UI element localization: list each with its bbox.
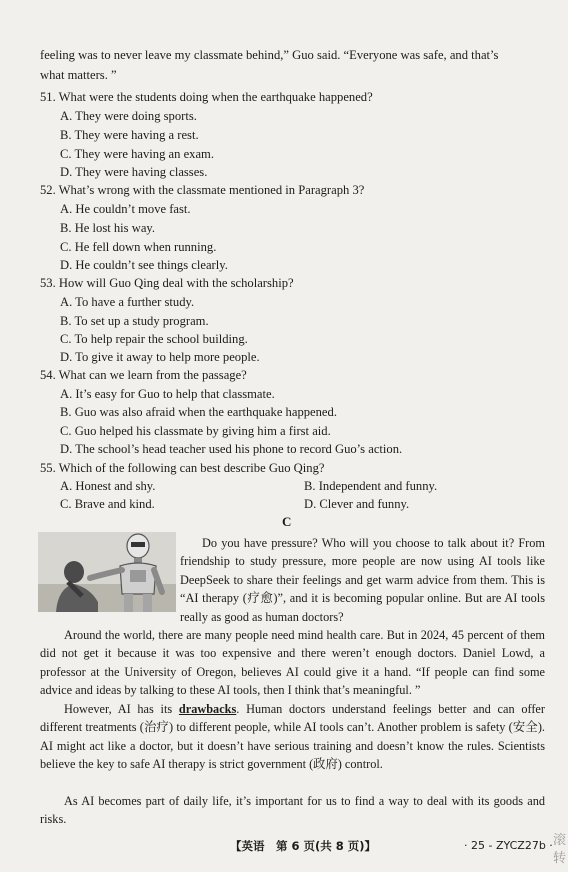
question-52-option-b: B. He lost his way. xyxy=(60,221,156,235)
question-55-stem: 55. Which of the following can best describe Guo Qing? xyxy=(40,461,325,475)
question-52-option-c: C. He fell down when running. xyxy=(60,240,217,254)
question-52-option-d: D. He couldn’t see things clearly. xyxy=(60,258,228,272)
question-53-option-b: B. To set up a study program. xyxy=(60,314,209,328)
question-55-option-d: D. Clever and funny. xyxy=(304,497,410,511)
question-54-option-c: C. Guo helped his classmate by giving him a first aid. xyxy=(60,424,331,438)
robot-comforting-person-illustration xyxy=(38,532,176,612)
page-number-label: 【英语 第 6 页(共 8 页)】 xyxy=(230,839,377,853)
question-53-option-a: A. To have a further study. xyxy=(60,295,195,309)
question-51-option-c: C. They were having an exam. xyxy=(60,147,214,161)
question-51-option-b: B. They were having a rest. xyxy=(60,128,199,142)
question-55-option-c: C. Brave and kind. xyxy=(60,497,155,511)
paragraph-3-rest: . Human doctors understand feelings better and can offer different treatments (治疗) to different people, while AI tools can’t. Another problem is safety (安全). AI might act like a doctor, but it doesn’t have serious training and doesn’t know the rules. Scientists believe the key to safe AI therapy is strict government (政府) control. xyxy=(40,702,545,772)
question-51-option-d: D. They were having classes. xyxy=(60,165,208,179)
question-53-option-d: D. To give it away to help more people. xyxy=(60,350,260,364)
section-c-paragraph-3 xyxy=(40,700,545,774)
keyword-drawbacks: drawbacks xyxy=(178,702,237,716)
section-c-paragraph-1: Do you have pressure? Who will you choose to talk about it? From friendship to study pressure, more people are now using AI tools like DeepSeek to share their feelings and get warm advice from them. This is “AI therapy (疗愈)”, and it is becoming popular online. But are AI tools really as good as human doctors? xyxy=(180,536,545,624)
section-c-heading: C xyxy=(282,514,292,529)
passage-continued-line-1: feeling was to never leave my classmate behind,” Guo said. “Everyone was safe, and that’s xyxy=(40,48,499,62)
section-c-paragraph-2: Around the world, there are many people need mind health care. But in 2024, 45 percent of them did not get it because it was too expensive and there weren’t enough doctors. Daniel Lowd, a professor at the University of Oregon, believes AI could give it a hand. “If people can find some advice and ideas by talking to these AI tools, then I think that’s meaningful. ” xyxy=(40,628,545,698)
paragraph-3-start: However, AI has its xyxy=(64,702,179,716)
question-54-stem: 54. What can we learn from the passage? xyxy=(40,368,247,382)
paper-code: · 25 - ZYCZ27b · xyxy=(464,839,553,852)
question-55-option-b: B. Independent and funny. xyxy=(304,479,438,493)
question-53-stem: 53. How will Guo Qing deal with the scholarship? xyxy=(40,276,294,290)
question-55-option-a: A. Honest and shy. xyxy=(60,479,156,493)
question-54-option-b: B. Guo was also afraid when the earthquake happened. xyxy=(60,405,337,419)
edge-mark-text: 滚 转 xyxy=(553,833,567,866)
question-51-stem: 51. What were the students doing when the earthquake happened? xyxy=(40,90,373,104)
question-51-option-a: A. They were doing sports. xyxy=(60,109,197,123)
section-c-paragraph-4: As AI becomes part of daily life, it’s important for us to find a way to deal with its goods and risks. xyxy=(40,794,545,827)
question-53-option-c: C. To help repair the school building. xyxy=(60,332,248,346)
question-54-option-a: A. It’s easy for Guo to help that classmate. xyxy=(60,387,275,401)
question-54-option-d: D. The school’s head teacher used his phone to record Guo’s action. xyxy=(60,442,403,456)
passage-continued-line-2: what matters. ” xyxy=(40,68,117,82)
question-52-option-a: A. He couldn’t move fast. xyxy=(60,202,191,216)
question-52-stem: 52. What’s wrong with the classmate mentioned in Paragraph 3? xyxy=(40,183,365,197)
